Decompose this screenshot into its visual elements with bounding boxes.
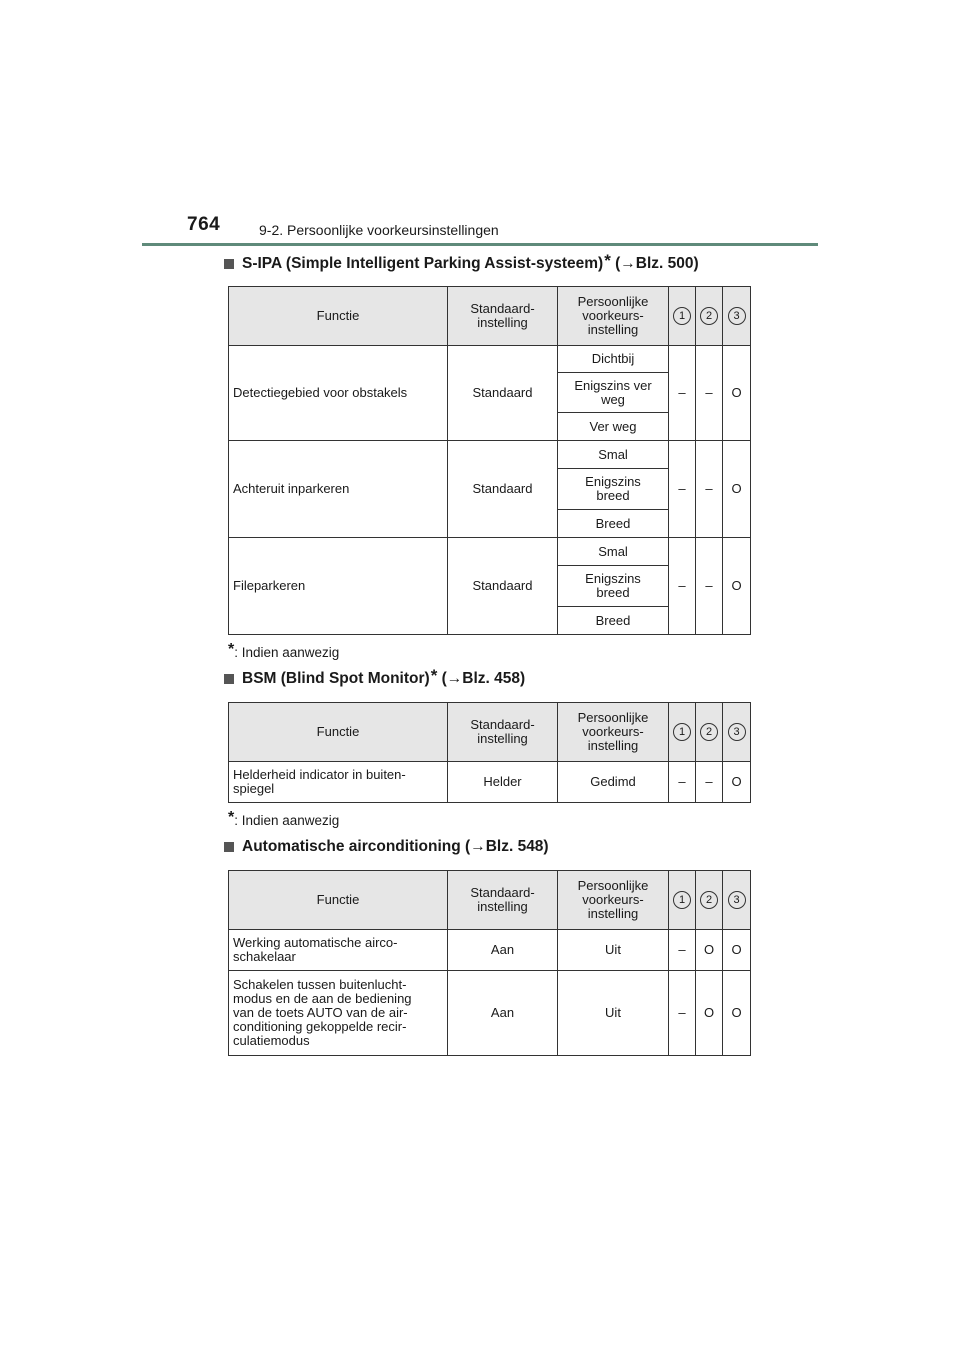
col-header-function: Functie [229, 703, 448, 762]
page-ref: (→Blz. 500) [615, 255, 699, 272]
cell-marker-1: – [669, 971, 696, 1056]
cell-marker-2: O [696, 971, 723, 1056]
cell-marker-1: – [669, 441, 696, 538]
bsm-table [228, 702, 751, 803]
circled-1-icon: 1 [673, 723, 691, 741]
cell-function: Helderheid indicator in buiten- spiegel [229, 762, 448, 803]
cell-marker-1: – [669, 538, 696, 635]
circled-3-icon: 3 [728, 891, 746, 909]
cell-personal: Uit [558, 971, 669, 1056]
footnote [228, 640, 340, 660]
cell-marker-2: – [696, 441, 723, 538]
col-header-default: Standaard- instelling [448, 703, 558, 762]
cell-default: Standaard [448, 441, 558, 538]
cell-marker-3: O [723, 971, 751, 1056]
circled-1-icon: 1 [673, 307, 691, 325]
cell-default: Standaard [448, 346, 558, 441]
section-title: 9-2. Persoonlijke voorkeursinstellingen [259, 222, 499, 238]
footnote-asterisk: * [228, 808, 235, 826]
cell-marker-2: O [696, 930, 723, 971]
footnote-text: : Indien aanwezig [234, 645, 340, 660]
cell-default: Standaard [448, 538, 558, 635]
table-header-row [229, 287, 751, 346]
cell-option: Dichtbij [558, 346, 669, 373]
col-header-default: Standaard- instelling [448, 287, 558, 346]
cell-personal: Gedimd [558, 762, 669, 803]
col-header-marker-1 [669, 703, 696, 762]
cell-marker-3: O [723, 346, 751, 441]
cell-personal: Uit [558, 930, 669, 971]
airco-table [228, 870, 751, 1056]
col-header-marker-2 [696, 703, 723, 762]
cell-marker-3: O [723, 441, 751, 538]
col-header-marker-2 [696, 871, 723, 930]
table-row [229, 971, 751, 1056]
heading-text: BSM (Blind Spot Monitor) [242, 670, 430, 687]
cell-option: Breed [558, 607, 669, 635]
cell-marker-3: O [723, 538, 751, 635]
cell-option: Ver weg [558, 413, 669, 441]
col-header-personal: Persoonlijke voorkeurs- instelling [558, 287, 669, 346]
col-header-marker-1 [669, 871, 696, 930]
cell-option: Enigszins ver weg [558, 373, 669, 413]
cell-option: Enigszins breed [558, 566, 669, 607]
table-row [229, 930, 751, 971]
cell-marker-3: O [723, 930, 751, 971]
circled-3-icon: 3 [728, 307, 746, 325]
cell-option: Breed [558, 510, 669, 538]
col-header-marker-2 [696, 287, 723, 346]
col-header-function: Functie [229, 871, 448, 930]
table-header-row [229, 871, 751, 930]
col-header-personal: Persoonlijke voorkeurs- instelling [558, 871, 669, 930]
heading-text: Automatische airconditioning [242, 838, 461, 855]
cell-option: Smal [558, 538, 669, 566]
cell-function: Detectiegebied voor obstakels [229, 346, 448, 441]
footnote-text: : Indien aanwezig [234, 813, 340, 828]
table-row [229, 762, 751, 803]
col-header-marker-3 [723, 703, 751, 762]
heading-airco [224, 838, 549, 856]
cell-default: Aan [448, 930, 558, 971]
footnote-asterisk: * [228, 640, 235, 658]
cell-marker-1: – [669, 930, 696, 971]
heading-text: S-IPA (Simple Intelligent Parking Assist-systeem) [242, 255, 604, 272]
circled-2-icon: 2 [700, 891, 718, 909]
header-rule [142, 243, 818, 246]
square-bullet-icon [224, 674, 234, 684]
circled-2-icon: 2 [700, 723, 718, 741]
cell-default: Helder [448, 762, 558, 803]
cell-default: Aan [448, 971, 558, 1056]
cell-function: Schakelen tussen buitenlucht- modus en de aan de bediening van de toets AUTO van de air- conditioning gekoppelde recir- culatiemodus [229, 971, 448, 1056]
heading-s-ipa: S-IPA (Simple Intelligent Parking Assist-systeem) * (→Blz. 500) [224, 255, 699, 273]
s-ipa-table [228, 286, 751, 635]
table-row [229, 346, 751, 373]
circled-3-icon: 3 [728, 723, 746, 741]
cell-option: Smal [558, 441, 669, 469]
circled-2-icon: 2 [700, 307, 718, 325]
table-row [229, 441, 751, 469]
page-number: 764 [187, 214, 221, 235]
col-header-function: Functie [229, 287, 448, 346]
cell-function: Werking automatische airco- schakelaar [229, 930, 448, 971]
footnote [228, 808, 340, 828]
col-header-personal: Persoonlijke voorkeurs- instelling [558, 703, 669, 762]
square-bullet-icon [224, 842, 234, 852]
cell-marker-2: – [696, 762, 723, 803]
circled-1-icon: 1 [673, 891, 691, 909]
cell-marker-1: – [669, 346, 696, 441]
col-header-marker-1 [669, 287, 696, 346]
page-ref: (→Blz. 548) [465, 838, 549, 855]
col-header-marker-3 [723, 287, 751, 346]
cell-function: Achteruit inparkeren [229, 441, 448, 538]
cell-function: Fileparkeren [229, 538, 448, 635]
cell-marker-1: – [669, 762, 696, 803]
col-header-marker-3 [723, 871, 751, 930]
cell-marker-2: – [696, 346, 723, 441]
heading-bsm: BSM (Blind Spot Monitor) * (→Blz. 458) [224, 670, 525, 688]
table-row [229, 538, 751, 566]
cell-marker-3: O [723, 762, 751, 803]
page-ref: (→Blz. 458) [441, 670, 526, 687]
square-bullet-icon [224, 259, 234, 269]
cell-marker-2: – [696, 538, 723, 635]
cell-option: Enigszins breed [558, 469, 669, 510]
table-header-row [229, 703, 751, 762]
col-header-default: Standaard- instelling [448, 871, 558, 930]
